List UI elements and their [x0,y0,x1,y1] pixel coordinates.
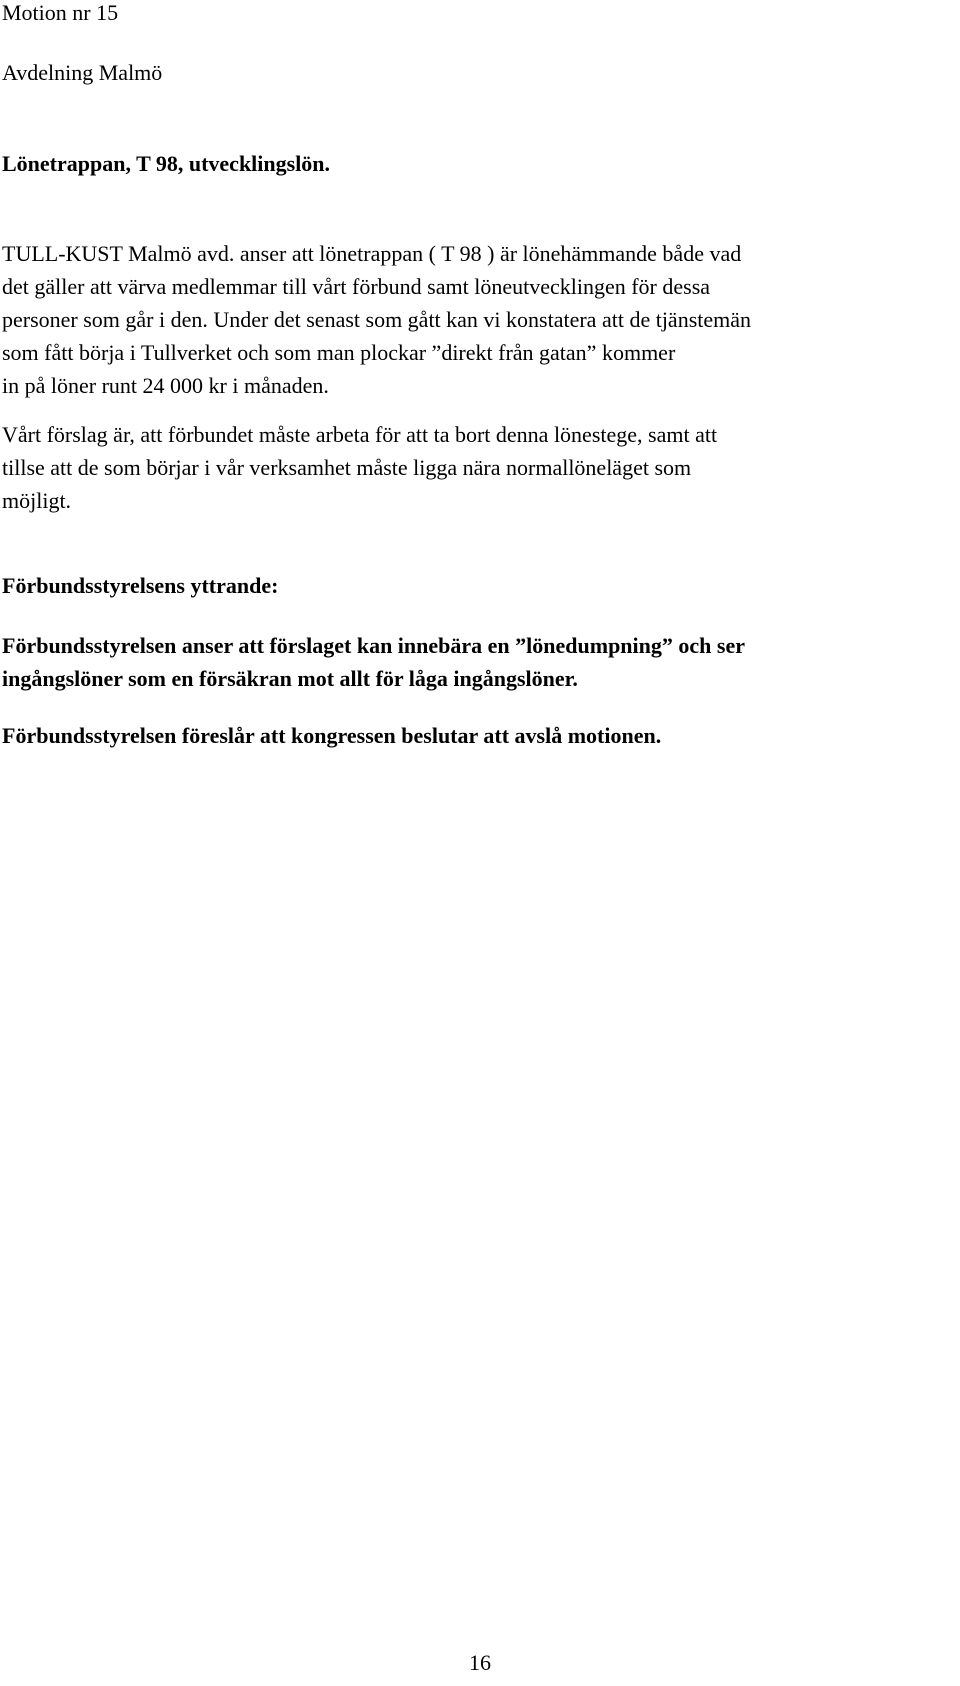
page-number: 16 [469,1650,491,1675]
motion-paragraph-1 [2,237,948,402]
paragraph-line: tillse att de som börjar i vår verksamhet måste ligga nära normallöneläget som [2,455,692,480]
motion-title: Lönetrappan, T 98, utvecklingslön. [2,151,331,176]
paragraph-line: Vårt förslag är, att förbundet måste arbeta för att ta bort denna lönestege, samt att [2,422,718,447]
motion-paragraph-2 [2,418,948,517]
statement-line: ingångslöner som en försäkran mot allt för låga ingångslöner. [2,666,578,691]
paragraph-line: in på löner runt 24 000 kr i månaden. [2,373,329,398]
motion-number: Motion nr 15 [2,0,119,25]
paragraph-line: TULL-KUST Malmö avd. anser att lönetrappan ( T 98 ) är lönehämmande både vad [2,241,742,266]
paragraph-line: det gäller att värva medlemmar till vårt förbund samt löneutvecklingen för dessa [2,274,711,299]
statement-line: Förbundsstyrelsen anser att förslaget kan innebära en ”lönedumpning” och ser [2,633,745,658]
paragraph-line: personer som går i den. Under det senast som gått kan vi konstatera att de tjänstemän [2,307,752,332]
board-proposal: Förbundsstyrelsen föreslår att kongressen beslutar att avslå motionen. [2,723,662,748]
paragraph-line: möjligt. [2,488,72,513]
board-statement [2,629,948,695]
board-heading: Förbundsstyrelsens yttrande: [2,573,279,598]
department: Avdelning Malmö [2,60,163,85]
paragraph-line: som fått börja i Tullverket och som man plockar ”direkt från gatan” kommer [2,340,676,365]
